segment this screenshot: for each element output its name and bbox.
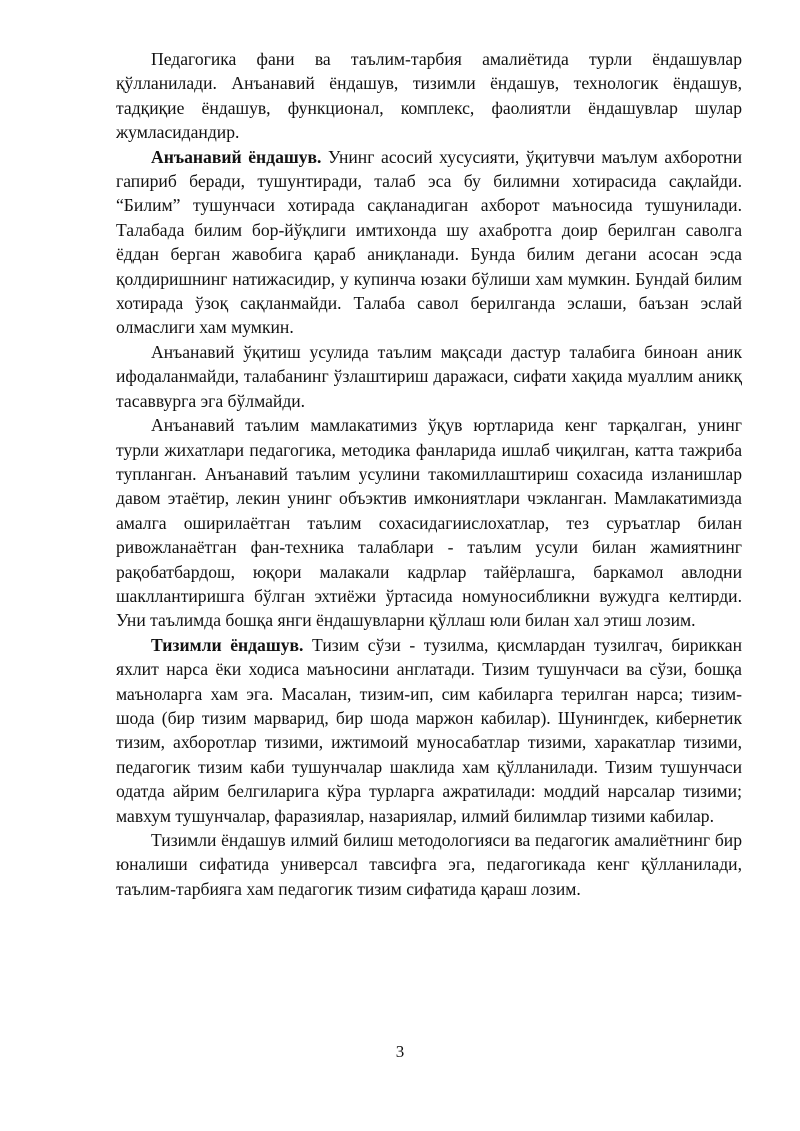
paragraph-intro xyxy=(116,47,742,145)
paragraph-text: Анъанавий таълим мамлакатимиз ўқув юртларида кенг тарқалган, унинг турли жихатлари педагогика, методика фанларида ишлаб чиқилган, катта тажриба тупланган. Анъанавий таълим усулини такомиллаштириш сохасида изланишлар давом этаётир, лекин унинг объэктив имкониятлари чэкланган. Мамлакатимизда амалга оширилаётган таълим сохасидагиислохатлар, тез суръатлар билан ривожланаётган фан-техника талаблари - таълим усули билан жамиятнинг рақобатбардош, юқори малакали кадрлар тайёрлашга, баркамол авлодни шакллантиришга бўлган эхтиёжи ўртасида номуносибликни вужудга келтирди. Уни таълимда бошқа янги ёндашувларни қўллаш юли билан хал этиш лозим. xyxy=(116,415,742,631)
page-number: 3 xyxy=(395,1042,405,1061)
paragraph-traditional-education xyxy=(116,413,742,633)
paragraph-text: Тизимли ёндашув илмий билиш методологияси ва педагогик амалиётнинг бир юналиши сифатида универсал тавсифга эга, педагогикада кенг қўлланилади, таълим-тарбияга хам педагогик тизим сифатида қараш лозим. xyxy=(116,830,742,899)
document-page xyxy=(116,47,742,901)
paragraph-traditional-approach xyxy=(116,145,742,340)
paragraph-system-methodology xyxy=(116,828,742,901)
paragraph-text: Педагогика фани ва таълим-тарбия амалиётида турли ёндашувлар қўлланилади. Анъанавий ёндашув, тизимли ёндашув, технологик ёндашув, тадқиқие ёндашув, функционал, комплекс, фаолиятли ёндашувлар шулар жумласидандир. xyxy=(116,49,742,143)
paragraph-system-approach xyxy=(116,633,742,828)
paragraph-traditional-teaching xyxy=(116,340,742,413)
section-heading-system: Тизимли ёндашув. xyxy=(151,634,304,655)
paragraph-text: Тизим сўзи - тузилма, қисмлардан тузилгач, бириккан яхлит нарса ёки ходиса маъносини англатади. Тизим тушунчаси ва сўзи, бошқа маъноларга хам эга. Масалан, тизим-ип, сим кабиларга терилган нарса; тизим-шода (бир тизим марварид, бир шода маржон кабилар). Шунингдек, кибернетик тизим, ахборотлар тизими, ижтимоий муносабатлар тизими, харакатлар тизими, педагогик тизим каби тушунчалар шаклида хам қўлланилади. Тизим тушунчаси одатда айрим белгиларига кўра турларга ажратилади: моддий нарсалар тизими; мавхум тушунчалар, фаразиялар, назариялар, илмий билимлар тизими кабилар. xyxy=(116,634,743,826)
paragraph-text: Анъанавий ўқитиш усулида таълим мақсади дастур талабига биноан аник ифодаланмайди, талабанинг ўзлаштириш даражаси, сифати хақида муаллим аникқ тасаввурга эга бўлмайди. xyxy=(116,341,742,411)
section-heading-traditional: Анъанавий ёндашув. xyxy=(151,146,322,167)
paragraph-text: Унинг асосий хусусияти, ўқитувчи маълум ахборотни гапириб беради, тушунтиради, талаб эса бу билимни хотирасида сақлайди. “Билим” тушунчаси хотирада сақланадиган ахборот маъносида тушунилади. Талабада билим бор-йўқлиги имтихонда шу ахабротга доир берилган саволга ёддан берган жавобига қараб аниқланади. Бунда билим дегани асосан эсда қолдиришнинг натижасидир, у купинча юзаки бўлиши хам мумкин. Бундай билим хотирада ўзоқ сақланмайди. Талаба савол берилганда эслаши, баъзан эслай олмаслиги хам мумкин. xyxy=(116,146,742,338)
